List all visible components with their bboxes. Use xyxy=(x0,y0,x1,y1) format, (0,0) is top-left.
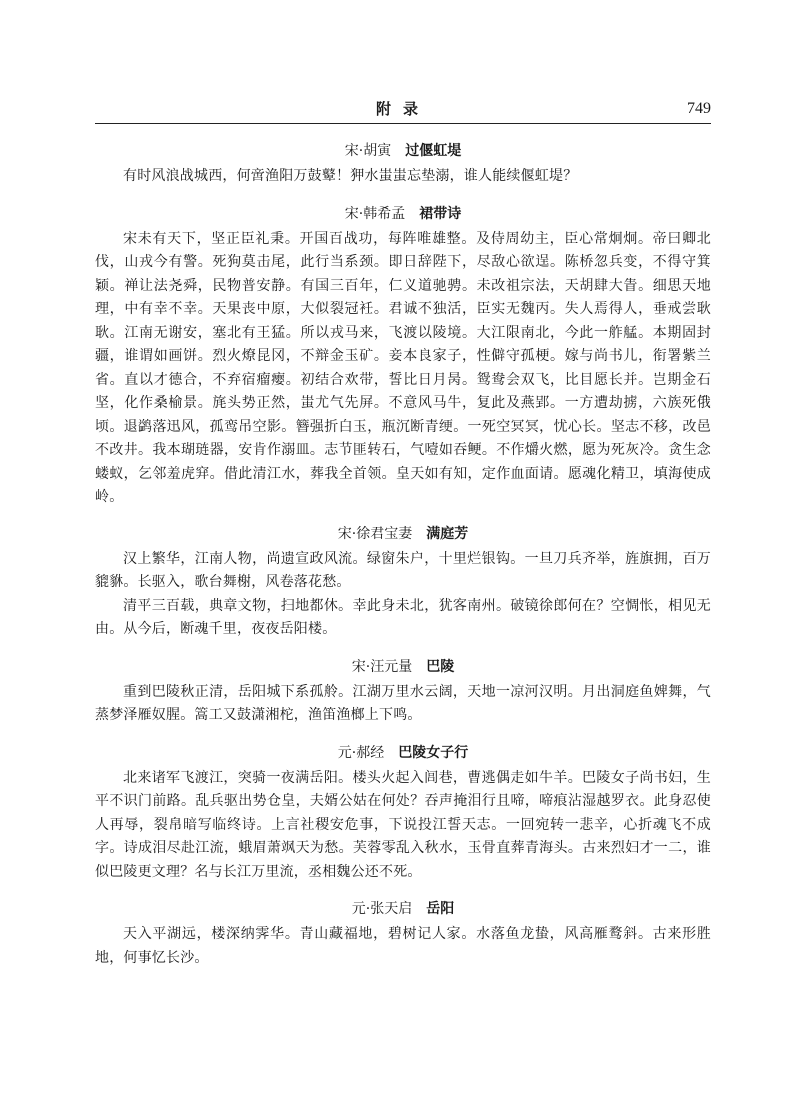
poem-author: 元·郝经 xyxy=(337,744,385,761)
poem-author: 元·张天启 xyxy=(351,901,413,917)
page-header xyxy=(95,0,711,124)
poem-stanza-2: 清平三百载，典章文物，扫地都休。幸此身未北，犹客南州。破镜徐郎何在？空惆怅，相见无由。从今后，断魂千里，夜夜岳阳楼。 xyxy=(95,597,711,637)
poem-heading xyxy=(95,137,711,165)
poem-title: 裙带诗 xyxy=(419,205,462,222)
poem-text: 北来诸军飞渡江，突骑一夜满岳阳。楼头火起入闾巷，曹逃偶走如牛羊。巴陵女子尚书妇，生平不识门前路。乱兵驱出势仓皇，夫婿公姑在何处？吞声掩泪行且啼，啼痕沾湿越罗衣。此身忍使人再辱，裂帛暗写临终诗。上言社稷安危事，下说投江誓天志。一回宛转一悲辛，心折魂飞不成字。诗成泪尽赴江流，蛾眉萧飒天为愁。芙蓉零乱入秋水，玉骨直葬青海头。古来烈妇才一二，谁似巴陵更文理？名与长江万里流，丞相魏公还不死。 xyxy=(95,769,711,880)
poem-heading xyxy=(95,653,711,681)
poem-text: 有时风浪战城西，何啻渔阳万鼓鼙！狎水蚩蚩忘垫溺，谁人能续偃虹堤？ xyxy=(123,168,578,184)
poem-title: 巴陵女子行 xyxy=(398,744,469,761)
poem-author: 宋·汪元量 xyxy=(351,658,413,675)
header-rule xyxy=(95,123,711,124)
poem-qundai-shi xyxy=(95,200,711,510)
poem-text: 天入平湖远，楼深纳霁华。青山藏福地，碧树记人家。水落鱼龙蛰，风高雁鹜斜。古来形胜地，何事忆长沙。 xyxy=(95,926,711,966)
poem-baling-nvzi-xing xyxy=(95,739,711,885)
poem-heading xyxy=(95,739,711,767)
poem-author: 宋·徐君宝妻 xyxy=(337,525,413,542)
poem-heading xyxy=(95,895,711,923)
poem-author: 宋·韩希孟 xyxy=(344,205,406,222)
poem-heading xyxy=(95,520,711,548)
poem-author: 宋·胡寅 xyxy=(344,143,392,159)
poem-title: 满庭芳 xyxy=(426,525,469,542)
book-page xyxy=(95,0,711,970)
poem-yueyang xyxy=(95,895,711,970)
poem-heading xyxy=(95,200,711,228)
poem-title: 过偃虹堤 xyxy=(405,143,462,159)
poem-man-ting-fang xyxy=(95,520,711,642)
poem-text: 重到巴陵秋正清，岳阳城下系孤舲。江湖万里水云阔，天地一凉河汉明。月出洞庭鱼婢舞，气蒸梦泽雁奴腥。篙工又鼓潇湘柁，渔笛渔榔上下鸣。 xyxy=(95,683,711,723)
poem-text: 宋未有天下，坚正臣礼秉。开国百战功，每阵唯雄整。及侍周幼主，臣心常炯炯。帝曰卿北伐，山戎今有警。死狗莫击尾，此行当系颈。即日辞陛下，尽敌心欲逞。陈桥忽兵变，不得守箕颖。禅让法尧舜，民物普安静。有国三百年，仁义道驰骋。未改祖宗法，天胡肆大眚。细思天地理，中有幸不幸。天果丧中原，大似裂冠衽。君诚不独活，臣实无魏丙。失人焉得人，垂戒尝耿耿。江南无谢安，塞北有王猛。所以戎马来，飞渡以陵境。大江限南北，今此一舴艋。本期固封疆，谁谓如画饼。烈火燎昆冈，不辩金玉矿。妾本良家子，性僻守孤梗。嫁与尚书儿，衔署紫兰省。直以才德合，不弃宿瘤瘿。初结合欢带，誓比日月昺。鸳鸯会双飞，比目愿长并。岂期金石坚，化作桑榆景。旄头势正然，蚩尤气先屏。不意风马牛，复此及燕郢。一方遭劫掳，六族死俄顷。退鹢落迅风，孤鸾吊空影。簪强折白玉，瓶沉断青绠。一死空冥冥，忧心长。坚志不移，改邑不改井。我本瑚琏器，安肯作溺皿。志节匪转石，气噎如吞鲠。不作爝火燃，愿为死灰冷。贪生念蝼蚁，乞邻羞虎穽。借此清江水，葬我全首领。皇天如有知，定作血面请。愿魂化精卫，填海使成岭。 xyxy=(95,230,711,505)
running-head-title: 附录 xyxy=(375,100,430,118)
poem-guo-yanhongdi xyxy=(95,137,711,189)
page-number: 749 xyxy=(687,100,711,117)
poem-title: 巴陵 xyxy=(426,658,455,675)
poem-stanza-1: 汉上繁华，江南人物，尚遗宣政风流。绿窗朱户，十里烂银钩。一旦刀兵齐举，旌旗拥，百万貔貅。长驱入，歌台舞榭，风卷落花愁。 xyxy=(95,550,711,590)
poem-title: 岳阳 xyxy=(426,901,455,917)
poem-baling xyxy=(95,653,711,728)
